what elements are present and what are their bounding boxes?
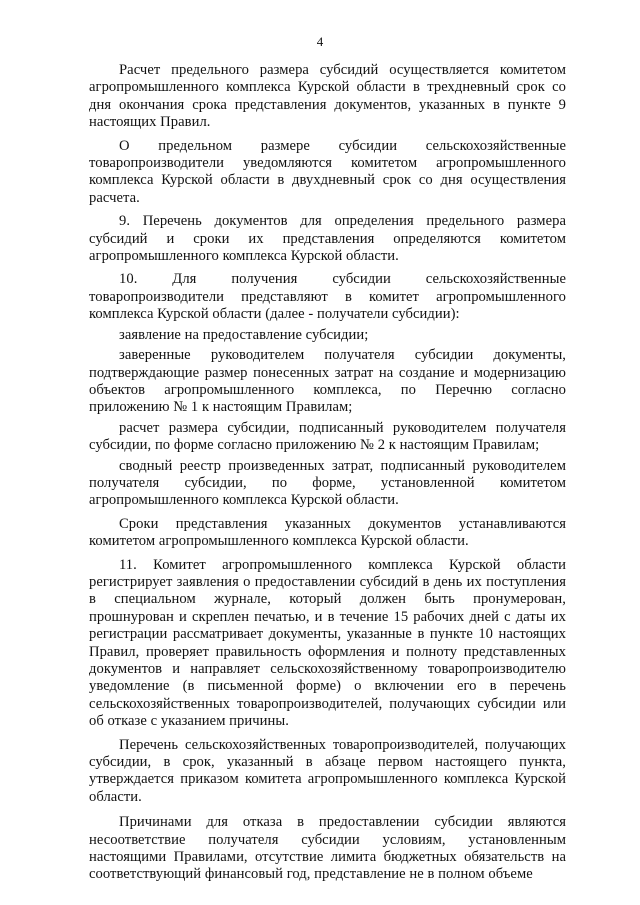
paragraph-item-9: 9. Перечень документов для определения предельного размера субсидий и сроки их представления определяются комитетом агропромышленного комплекса Курской области. xyxy=(89,213,566,265)
paragraph-certified-documents: заверенные руководителем получателя субсидии документы, подтверждающие размер понесенных затрат на создание и модернизацию объектов агропромышленного комплекса, по Перечню согласно приложению № 1 к настоящим Правилам; xyxy=(89,347,566,416)
paragraph-subsidy-calculation-form: расчет размера субсидии, подписанный руководителем получателя субсидии, по форме согласно приложению № 2 к настоящим Правилам; xyxy=(89,419,566,454)
paragraph-cost-register: сводный реестр произведенных затрат, подписанный руководителем получателя субсидии, по форме, установленной комитетом агропромышленного комплекса Курской области. xyxy=(89,457,566,509)
paragraph-subsidy-calculation: Расчет предельного размера субсидий осуществляется комитетом агропромышленного комплекса Курской области в трехдневный срок со дня окончания срока представления документов, указанных в пункте 9 настоящих Правил. xyxy=(89,62,566,131)
paragraph-deadlines: Сроки представления указанных документов устанавливаются комитетом агропромышленного комплекса Курской области. xyxy=(89,515,566,550)
paragraph-item-10: 10. Для получения субсидии сельскохозяйственные товаропроизводители представляют в комитет агропромышленного комплекса Курской области (далее - получатели субсидии): xyxy=(89,271,566,323)
paragraph-producers-list: Перечень сельскохозяйственных товаропроизводителей, получающих субсидии, в срок, указанный в абзаце первом настоящего пункта, утверждается приказом комитета агропромышленного комплекса Курской области. xyxy=(89,736,566,805)
paragraph-refusal-reasons: Причинами для отказа в предоставлении субсидии являются несоответствие получателя субсидии условиям, установленным настоящими Правилами, отсутствие лимита бюджетных обязательств на соответствующий финансовый год, представление не в полном объеме xyxy=(89,814,566,883)
document-body xyxy=(89,62,566,884)
paragraph-item-11: 11. Комитет агропромышленного комплекса Курской области регистрирует заявления о предоставлении субсидий в день их поступления в специальном журнале, который должен быть пронумерован, прошнурован и скреплен печатью, и в течение 15 рабочих дней с даты их регистрации рассматривает документы, указанные в пункте 10 настоящих Правил, проверяет правильность оформления и полноту представленных документов и направляет сельскохозяйственному товаропроизводителю уведомление (в письменной форме) о включении его в перечень сельскохозяйственных товаропроизводителей, получающих субсидии или об отказе с указанием причины. xyxy=(89,556,566,730)
page-number: 4 xyxy=(316,34,324,49)
paragraph-notification: О предельном размере субсидии сельскохозяйственные товаропроизводители уведомляются комитетом агропромышленного комплекса Курской области в двухдневный срок со дня осуществления расчета. xyxy=(89,137,566,206)
paragraph-application: заявление на предоставление субсидии; xyxy=(119,326,369,343)
